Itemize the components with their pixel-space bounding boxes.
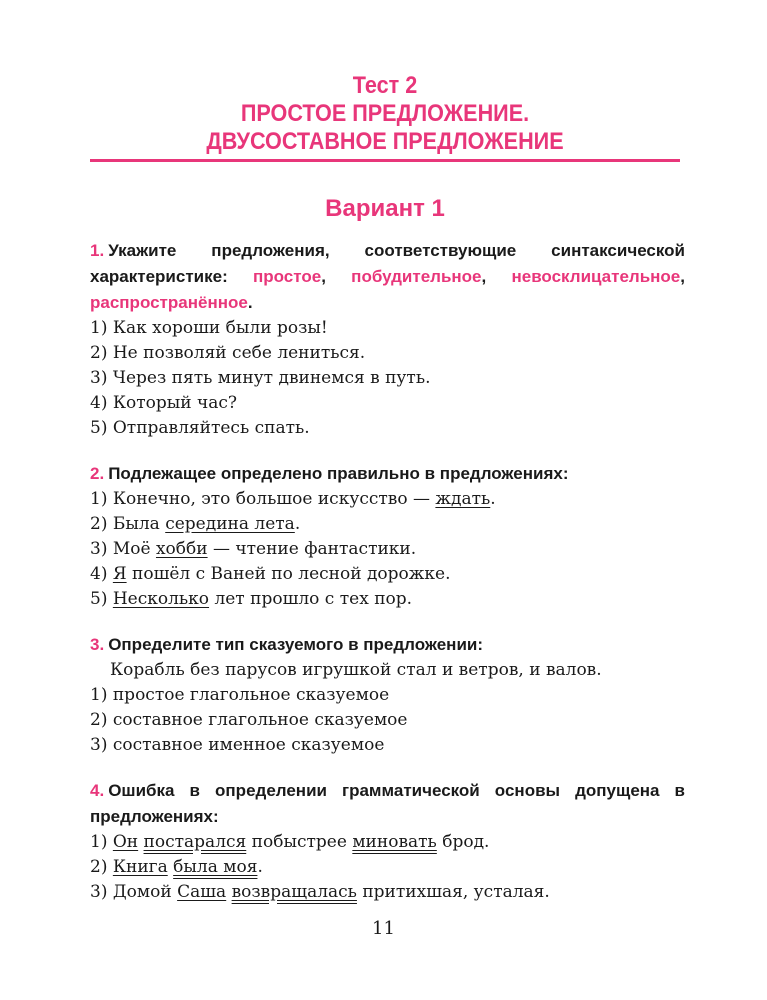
subject-underline: Несколько <box>112 589 210 609</box>
question-1-option: 2) Не позволяй себе лениться. <box>90 343 366 363</box>
question-3-title: 3. Определите тип сказуемого в предложении: <box>90 635 484 654</box>
question-1-option: 1) Как хороши были розы! <box>90 318 328 338</box>
question-1-option: 3) Через пять минут двинемся в путь. <box>90 368 431 388</box>
question-2-option: 4) Я пошёл с Ваней по лесной дорожке. <box>90 564 451 584</box>
predicate-underline: была моя <box>173 857 258 877</box>
subject-underline: Книга <box>112 857 168 877</box>
variant-title: Вариант 1 <box>325 195 445 222</box>
question-3-option: 3) составное именное сказуемое <box>90 735 385 755</box>
predicate-underline: миновать <box>352 832 437 852</box>
question-2-title: 2. Подлежащее определено правильно в предложениях: <box>90 464 569 483</box>
question-2-option: 3) Моё хобби — чтение фантастики. <box>90 539 417 559</box>
subject-underline: середина лета <box>165 514 295 534</box>
header-divider <box>90 159 680 162</box>
page-number: 11 <box>372 918 395 939</box>
question-3 <box>90 632 685 758</box>
question-1 <box>90 238 685 441</box>
question-4 <box>90 778 685 905</box>
question-4-option: 2) Книга была моя. <box>90 857 263 877</box>
test-title-line1: ПРОСТОЕ ПРЕДЛОЖЕНИЕ. <box>240 100 530 127</box>
subject-underline: Я <box>112 564 127 584</box>
question-2-option: 1) Конечно, это большое искусство — ждать. <box>90 489 496 509</box>
question-1-option: 4) Который час? <box>90 393 238 413</box>
question-2-option: 2) Была середина лета. <box>90 514 301 534</box>
predicate-underline: возвращалась <box>231 882 357 902</box>
question-2-option: 5) Несколько лет прошло с тех пор. <box>90 589 413 609</box>
test-header <box>90 72 680 156</box>
test-title-line2: ДВУСОСТАВНОЕ ПРЕДЛОЖЕНИЕ <box>206 128 564 155</box>
question-4-option: 1) Он постарался побыстрее миновать брод. <box>90 832 490 852</box>
question-4-title: 4. Ошибка в определении грамматической основы допущена в предложениях: <box>90 781 685 826</box>
predicate-underline: постарался <box>143 832 247 852</box>
test-number: Тест 2 <box>352 72 418 99</box>
subject-underline: Он <box>112 832 139 852</box>
question-3-option: 2) составное глагольное сказуемое <box>90 710 408 730</box>
question-3-sentence: Корабль без парусов игрушкой стал и ветров, и валов. <box>110 660 602 680</box>
question-2 <box>90 461 685 612</box>
question-1-title: 1. Укажите предложения, соответствующие синтаксической характеристике: простое, побудительное, невосклицательное, распространённое. <box>90 241 685 312</box>
question-1-option: 5) Отправляйтесь спать. <box>90 418 310 438</box>
questions <box>90 238 685 925</box>
question-3-option: 1) простое глагольное сказуемое <box>90 685 390 705</box>
subject-underline: хобби <box>155 539 208 559</box>
subject-underline: Саша <box>177 882 227 902</box>
question-4-option: 3) Домой Саша возвращалась притихшая, усталая. <box>90 882 550 902</box>
subject-underline: ждать <box>435 489 491 509</box>
